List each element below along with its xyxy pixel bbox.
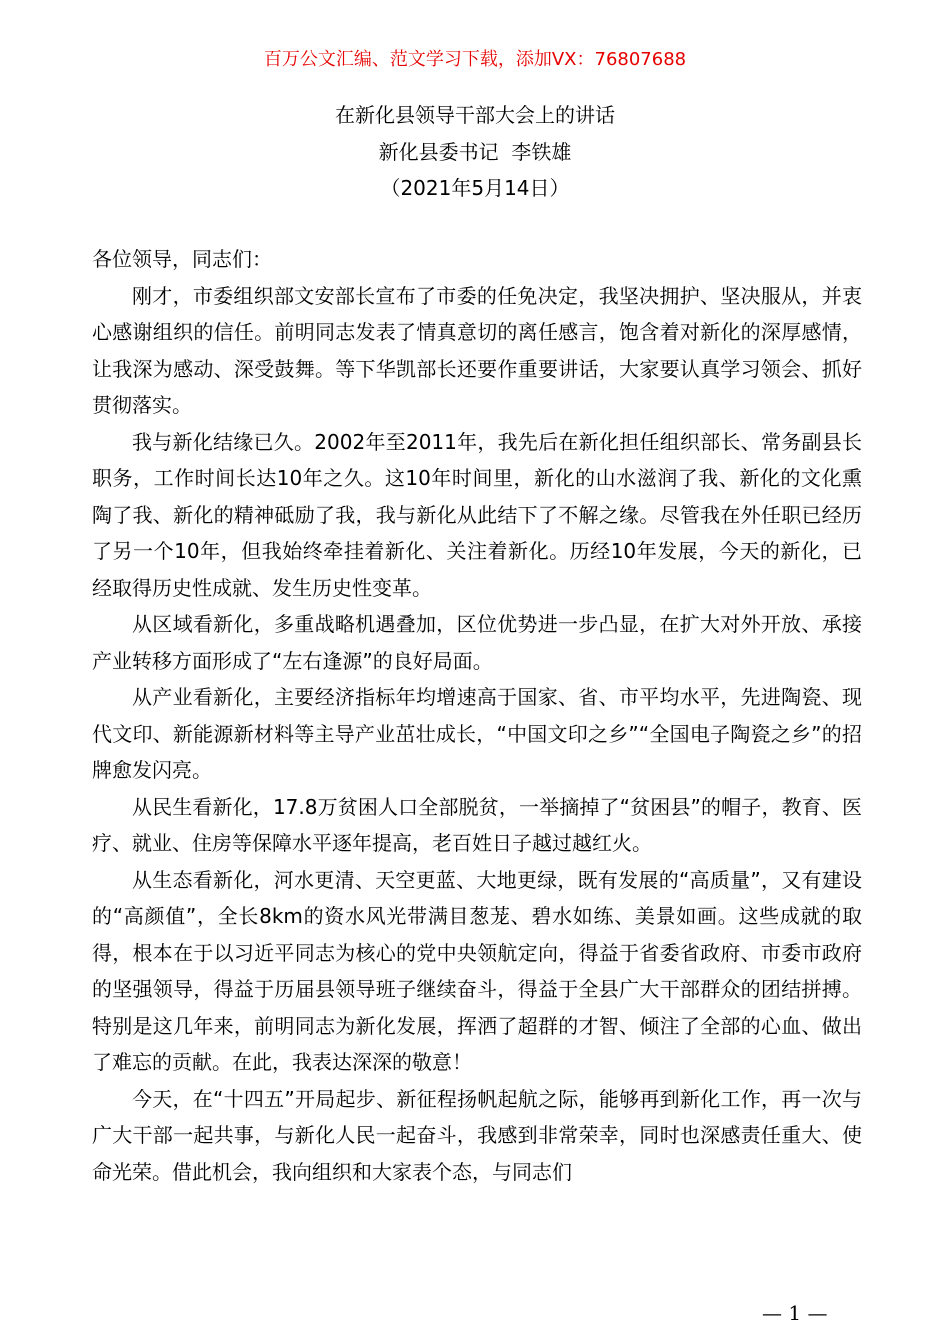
paragraph: 我与新化结缘已久。2002年至2011年，我先后在新化担任组织部长、常务副县长职务，工作时间长达10年之久。这10年时间里，新化的山水滋润了我、新化的文化熏陶了我、新化的精神砥励了我，我与新化从此结下了不解之缘。尽管我在外任职已经历了另一个10年，但我始终牵挂着新化、关注着新化。历经10年发展，今天的新化，已经取得历史性成就、发生历史性变革。 xyxy=(92,429,862,600)
header-banner: 百万公文汇编、范文学习下载，添加VX：76807688 xyxy=(263,49,687,70)
document-title: 在新化县领导干部大会上的讲话 xyxy=(335,103,615,127)
paragraph: 从生态看新化，河水更清、天空更蓝、大地更绿，既有发展的“高质量”，又有建设的“高颜值”，全长8km的资水风光带满目葱茏、碧水如练、美景如画。这些成就的取得，根本在于以习近平同志为核心的党中央领航定向，得益于省委省政府、市委市政府的坚强领导，得益于历届县领导班子继续奋斗，得益于全县广大干部群众的团结拼搏。特别是这几年来，前明同志为新化发展，挥洒了超群的才智、倾注了全部的心血、做出了难忘的贡献。在此，我表达深深的敬意！ xyxy=(92,867,862,1074)
author-line: 新化县委书记 李铁雄 xyxy=(378,139,572,164)
paragraph: 今天，在“十四五”开局起步、新征程扬帆起航之际，能够再到新化工作，再一次与广大干部一起共事，与新化人民一起奋斗，我感到非常荣幸，同时也深感责任重大、使命光荣。借此机会，我向组织和大家表个态，与同志们 xyxy=(92,1086,862,1184)
title-block xyxy=(0,97,950,207)
speech-body xyxy=(92,241,862,1190)
page-number: — 1 — xyxy=(762,1301,828,1325)
paragraph: 从区域看新化，多重战略机遇叠加，区位优势进一步凸显，在扩大对外开放、承接产业转移方面形成了“左右逢源”的良好局面。 xyxy=(92,612,862,673)
paragraph: 刚才，市委组织部文安部长宣布了市委的任免决定，我坚决拥护、坚决服从，并衷心感谢组织的信任。前明同志发表了情真意切的离任感言，饱含着对新化的深厚感情，让我深为感动、深受鼓舞。等下华凯部长还要作重要讲话，大家要认真学习领会、抓好贯彻落实。 xyxy=(92,283,862,417)
salutation: 各位领导，同志们： xyxy=(92,247,272,271)
paragraph: 从产业看新化，主要经济指标年均增速高于国家、省、市平均水平，先进陶瓷、现代文印、新能源新材料等主导产业茁壮成长，“中国文印之乡”“全国电子陶瓷之乡”的招牌愈发闪亮。 xyxy=(92,685,862,782)
date-line: （2021年5月14日） xyxy=(380,176,570,200)
paragraph: 从民生看新化，17.8万贫困人口全部脱贫，一举摘掉了“贫困县”的帽子，教育、医疗、就业、住房等保障水平逐年提高，老百姓日子越过越红火。 xyxy=(92,794,862,855)
